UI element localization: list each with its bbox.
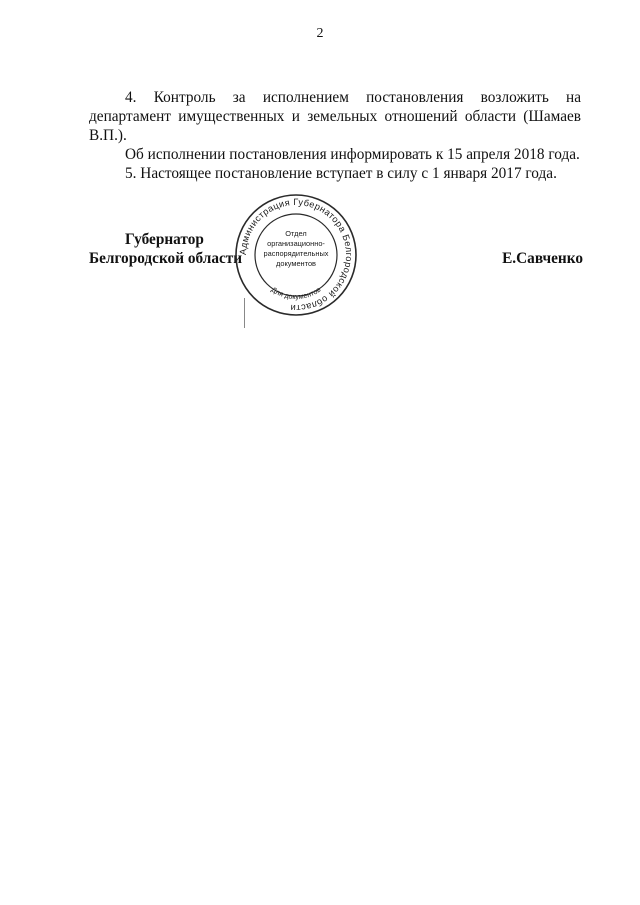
stamp-center-line-4: документов: [276, 259, 316, 268]
page-number: 2: [316, 26, 324, 41]
scan-artifact-line: [244, 298, 245, 328]
official-stamp: [234, 193, 358, 317]
stamp-ring-text: Администрация Губернатора Белгородской области: [237, 196, 355, 314]
signature-name: Е.Савченко: [502, 250, 583, 267]
paragraph-item-4: 4. Контроль за исполнением постановления возложить на департамент имущественных и земельных отношений области (Шамаев В.П.).: [89, 89, 581, 144]
stamp-center-line-3: распорядительных: [263, 249, 329, 258]
stamp-center-line-1: Отдел: [285, 229, 307, 238]
paragraph-item-5: 5. Настоящее постановление вступает в силу с 1 января 2017 года.: [125, 165, 557, 182]
document-body: [89, 88, 581, 183]
signature-role: [89, 230, 242, 268]
signature-role-line-2: Белгородской области: [89, 250, 243, 267]
paragraph-report-deadline: Об исполнении постановления информировать к 15 апреля 2018 года.: [125, 146, 580, 163]
stamp-center-line-2: организационно-: [267, 239, 325, 248]
stamp-bottom-text: Для документов: [269, 284, 323, 302]
signature-role-line-1: Губернатор: [125, 231, 204, 248]
